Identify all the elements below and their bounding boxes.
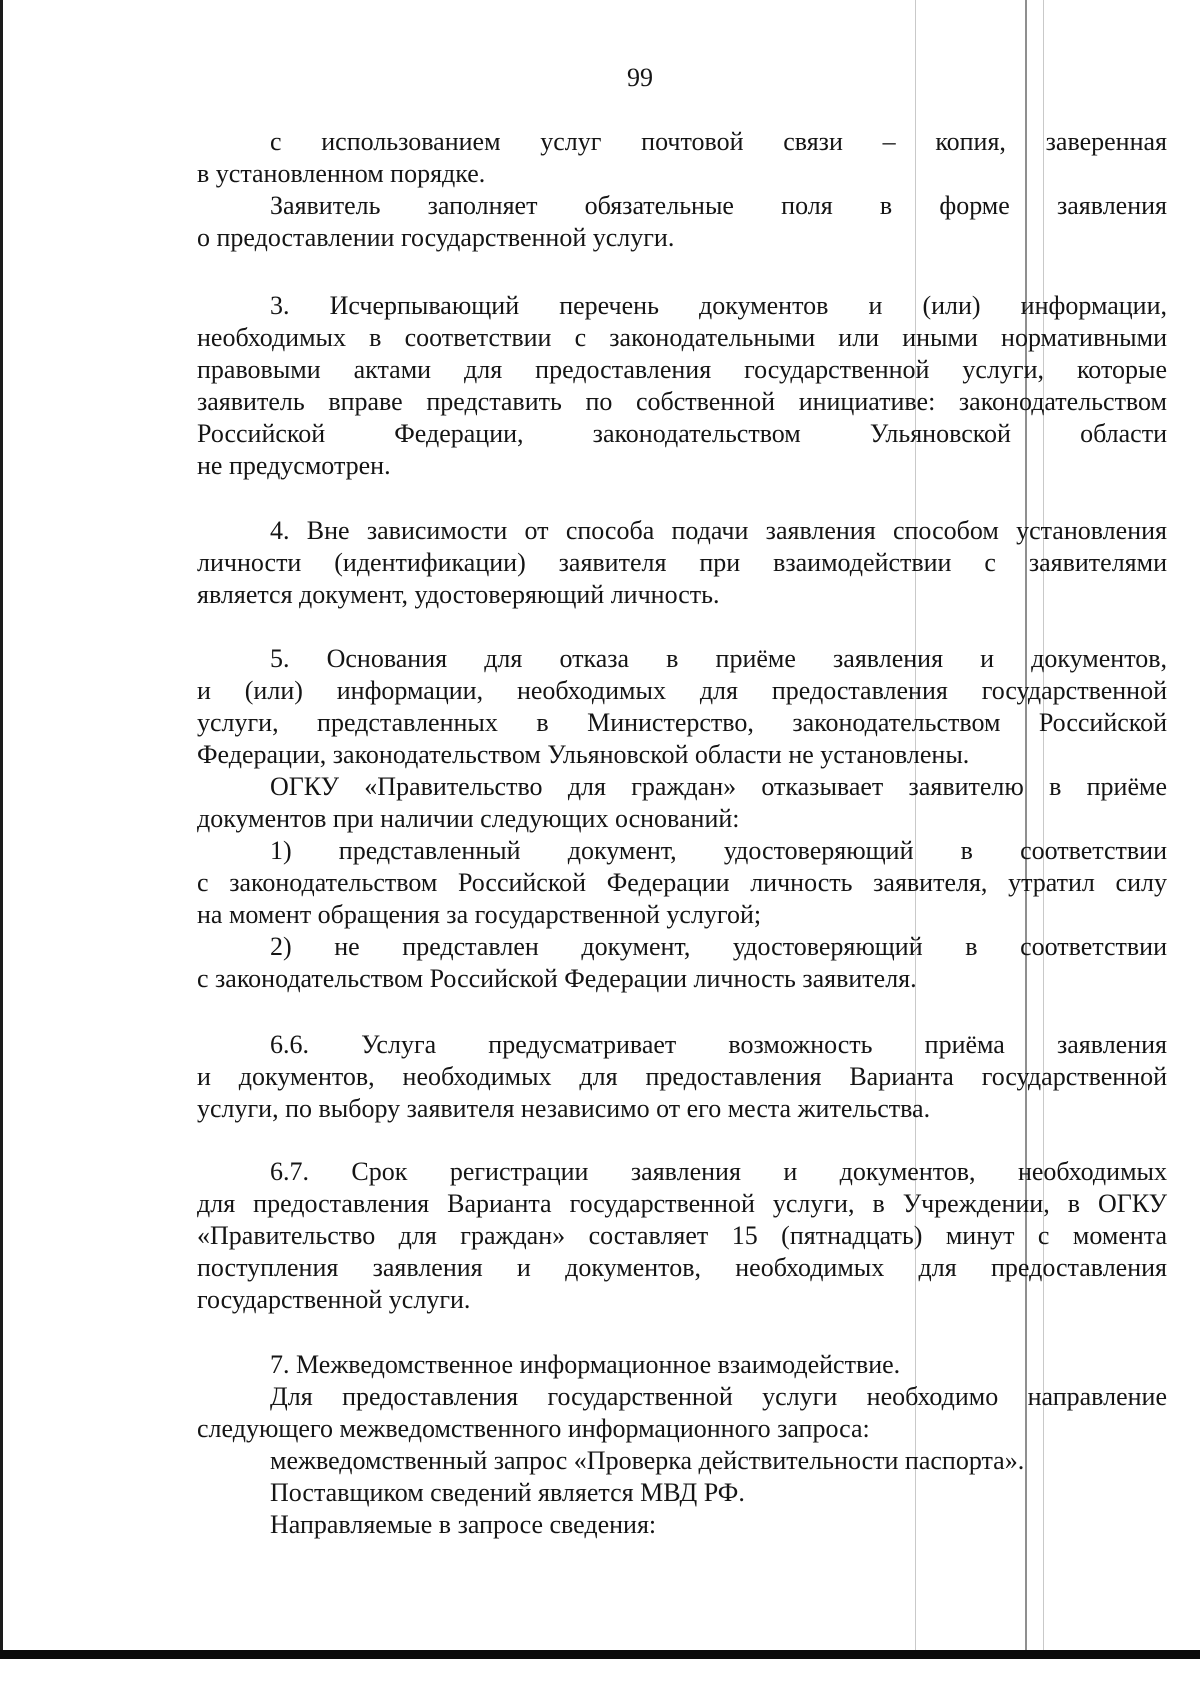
text-line: Для предоставления государственной услуги необходимо направление (270, 1382, 1167, 1411)
text-line: и (или) информации, необходимых для предоставления государственной (197, 676, 1167, 705)
text-line: 6.7. Срок регистрации заявления и документов, необходимых (270, 1157, 1167, 1186)
text-line: с законодательством Российской Федерации личность заявителя, утратил силу (197, 868, 1167, 897)
text-line: для предоставления Варианта государственной услуги, в Учреждении, в ОГКУ (197, 1189, 1167, 1218)
text-line: личности (идентификации) заявителя при взаимодействии с заявителями (197, 548, 1167, 577)
text-line: 2) не представлен документ, удостоверяющий в соответствии (270, 932, 1167, 961)
text-line: о предоставлении государственной услуги. (197, 223, 675, 252)
text-line: с использованием услуг почтовой связи – копия, заверенная (270, 127, 1167, 156)
text-line: 4. Вне зависимости от способа подачи заявления способом установления (270, 516, 1167, 545)
text-line: государственной услуги. (197, 1285, 471, 1314)
text-line: «Правительство для граждан» составляет 15 (пятнадцать) минут с момента (197, 1221, 1167, 1250)
text-line: и документов, необходимых для предоставления Варианта государственной (197, 1062, 1167, 1091)
text-line: межведомственный запрос «Проверка действительности паспорта». (270, 1446, 1025, 1475)
text-line: в установленном порядке. (197, 159, 486, 188)
text-line: правовыми актами для предоставления государственной услуги, которые (197, 355, 1167, 384)
text-line: ОГКУ «Правительство для граждан» отказывает заявителю в приёме (270, 772, 1167, 801)
text-line: Российской Федерации, законодательством Ульяновской области (197, 419, 1167, 448)
text-line: услуги, представленных в Министерство, законодательством Российской (197, 708, 1167, 737)
text-line: Заявитель заполняет обязательные поля в форме заявления (270, 191, 1167, 220)
text-line: Федерации, законодательством Ульяновской области не установлены. (197, 740, 970, 769)
text-line: 5. Основания для отказа в приёме заявления и документов, (270, 644, 1167, 673)
text-line: 7. Межведомственное информационное взаимодействие. (270, 1350, 901, 1379)
text-line: заявитель вправе представить по собственной инициативе: законодательством (197, 387, 1167, 416)
text-line: услуги, по выбору заявителя независимо от его места жительства. (197, 1094, 931, 1123)
text-line: не предусмотрен. (197, 451, 391, 480)
text-line: Поставщиком сведений является МВД РФ. (270, 1478, 745, 1507)
text-line: 1) представленный документ, удостоверяющий в соответствии (270, 836, 1167, 865)
text-line: является документ, удостоверяющий личность. (197, 580, 720, 609)
scan-edge-bottom (0, 1650, 1200, 1659)
text-line: Направляемые в запросе сведения: (270, 1510, 657, 1539)
text-line: на момент обращения за государственной услугой; (197, 900, 762, 929)
scan-edge-left (0, 0, 3, 1659)
text-line: с законодательством Российской Федерации личность заявителя. (197, 964, 917, 993)
text-line: 6.6. Услуга предусматривает возможность приёма заявления (270, 1030, 1167, 1059)
page-number: 99 (627, 63, 653, 92)
text-line: необходимых в соответствии с законодательными или иными нормативными (197, 323, 1167, 352)
text-line: 3. Исчерпывающий перечень документов и (или) информации, (270, 291, 1167, 320)
text-line: документов при наличии следующих оснований: (197, 804, 740, 833)
text-line: следующего межведомственного информационного запроса: (197, 1414, 870, 1443)
text-line: поступления заявления и документов, необходимых для предоставления (197, 1253, 1167, 1282)
